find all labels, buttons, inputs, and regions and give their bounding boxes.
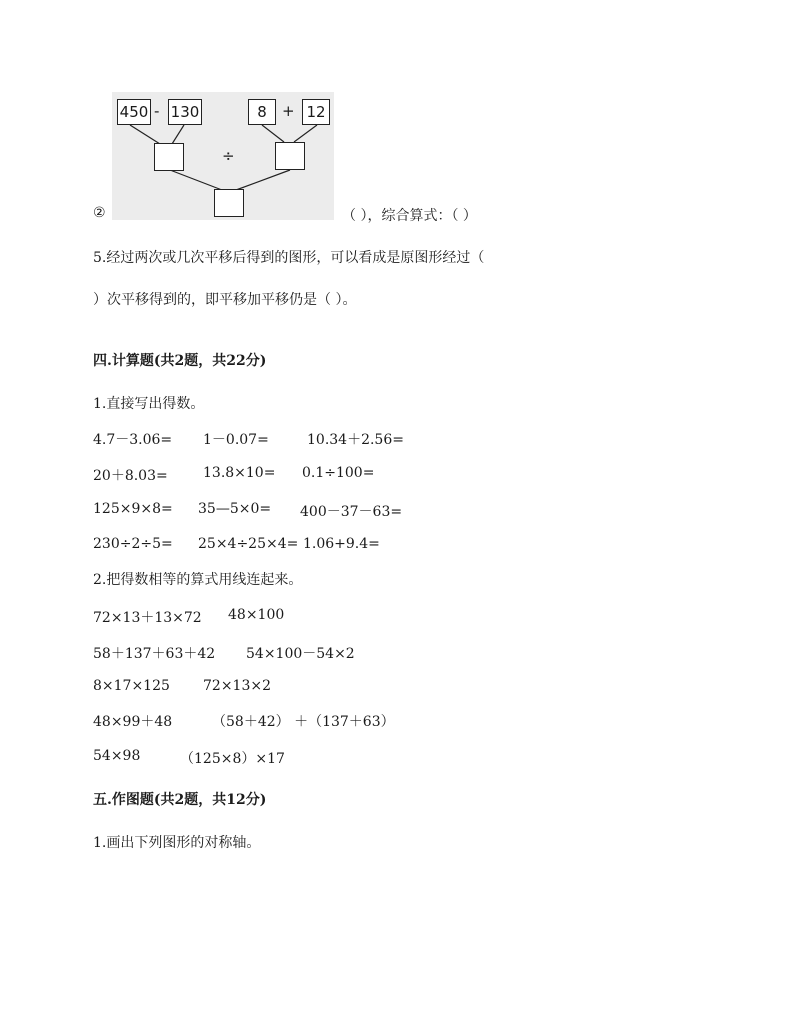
- match-left-expression: 54×98: [93, 748, 141, 764]
- match-right-expression: 48×100: [228, 607, 285, 623]
- match-left-expression: 8×17×125: [93, 678, 170, 694]
- calc-item: 35—5×0=: [198, 501, 272, 517]
- empty-result-box-left[interactable]: [154, 143, 184, 171]
- number-8: 8: [257, 103, 267, 121]
- calc-item: 230÷2÷5=: [93, 536, 173, 552]
- number-box-8: [248, 99, 276, 125]
- calc-item: 20＋8.03=: [93, 468, 168, 484]
- minus-operator: -: [154, 102, 160, 120]
- calc-item: 13.8×10=: [203, 465, 276, 481]
- number-12: 12: [306, 103, 326, 121]
- question-2-marker: ②: [93, 205, 106, 221]
- empty-result-box-right[interactable]: [275, 142, 305, 170]
- number-box-12: [302, 99, 330, 125]
- calc-item: 1.06+9.4=: [303, 536, 380, 552]
- section-4-question-1-title: 1.直接写出得数。: [93, 396, 205, 412]
- calc-item: 1－0.07=: [203, 432, 269, 448]
- calculation-tree-diagram: [112, 92, 334, 220]
- number-box-450: [117, 99, 151, 125]
- match-right-expression: （125×8）×17: [180, 751, 285, 767]
- divide-operator: ÷: [222, 147, 235, 165]
- match-right-expression: （58＋42） ＋（137＋63）: [212, 714, 395, 730]
- section-4-title: 四.计算题(共2题，共22分): [93, 353, 267, 369]
- calc-item: 0.1÷100=: [302, 465, 375, 481]
- question-5-line-2: ）次平移得到的，即平移加平移仍是（ ）。: [93, 292, 357, 308]
- question-5-line-1: 5.经过两次或几次平移后得到的图形，可以看成是原图形经过（: [93, 250, 485, 266]
- calc-item: 10.34＋2.56=: [307, 432, 404, 448]
- question-2-answer-blanks: （ ），综合算式：（ ）: [342, 208, 477, 224]
- calc-item: 4.7－3.06=: [93, 432, 173, 448]
- section-5-question-1-title: 1.画出下列图形的对称轴。: [93, 835, 261, 851]
- match-right-expression: 72×13×2: [203, 678, 271, 694]
- number-130: 130: [170, 103, 200, 121]
- plus-operator: +: [282, 102, 295, 120]
- number-450: 450: [119, 103, 149, 121]
- match-left-expression: 58＋137＋63＋42: [93, 646, 216, 662]
- number-box-130: [168, 99, 202, 125]
- calc-item: 25×4÷25×4=: [198, 536, 299, 552]
- empty-final-box[interactable]: [214, 189, 244, 217]
- section-4-question-2-title: 2.把得数相等的算式用线连起来。: [93, 572, 303, 588]
- match-left-expression: 72×13＋13×72: [93, 610, 202, 626]
- calc-item: 125×9×8=: [93, 501, 173, 517]
- match-left-expression: 48×99＋48: [93, 714, 173, 730]
- calc-item: 400－37－63=: [300, 504, 403, 520]
- section-5-title: 五.作图题(共2题，共12分): [93, 792, 267, 808]
- match-right-expression: 54×100－54×2: [246, 646, 355, 662]
